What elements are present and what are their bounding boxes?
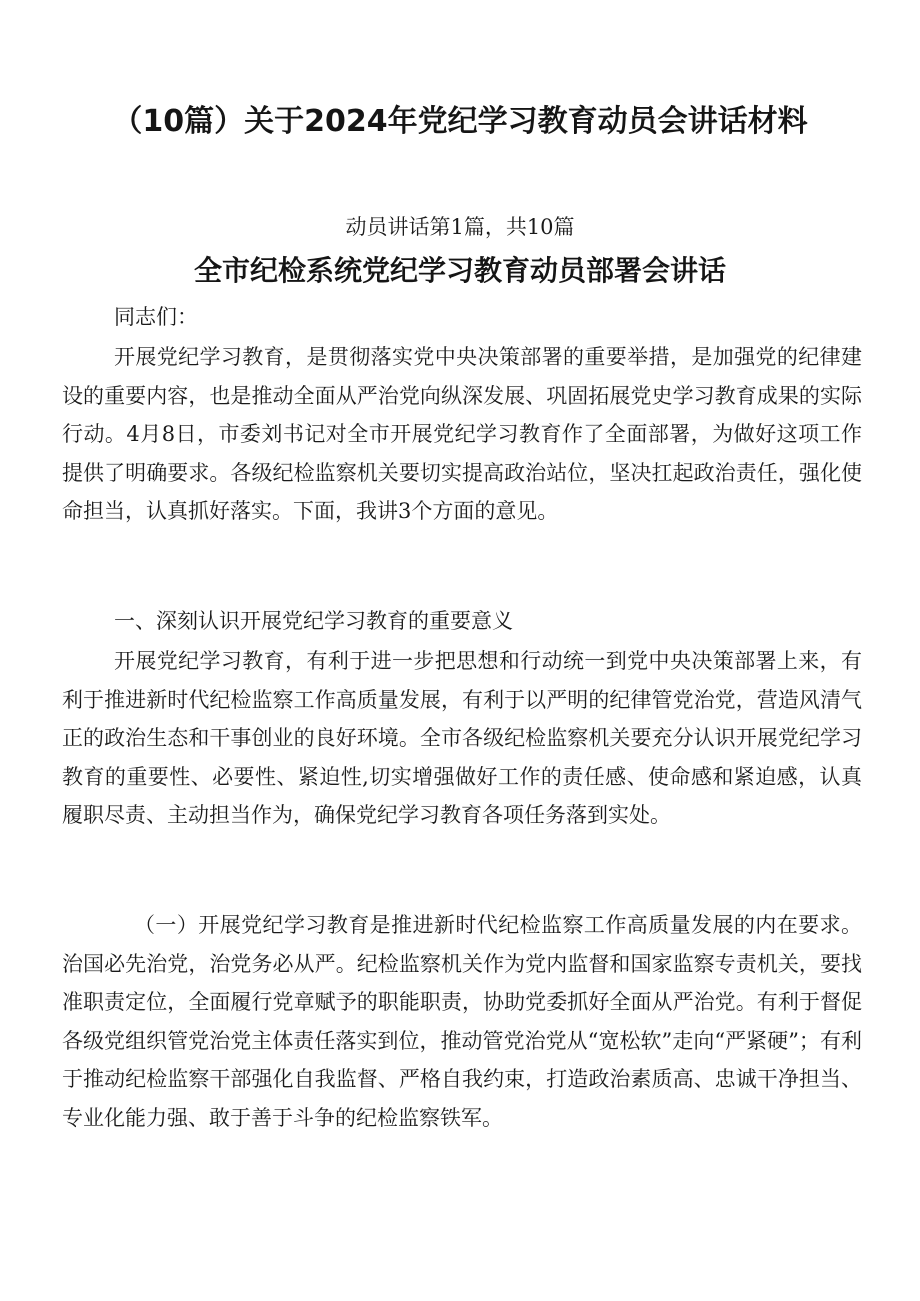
document-title: （10篇）关于2024年党纪学习教育动员会讲话材料 bbox=[112, 104, 808, 139]
speech-counter: 动员讲话第1篇，共10篇 bbox=[345, 215, 575, 239]
intro-paragraph: 开展党纪学习教育，是贯彻落实党中央决策部署的重要举措，是加强党的纪律建设的重要内容，也是推动全面从严治党向纵深发展、巩固拓展党史学习教育成果的实际行动。4月8日，市委刘书记对全市开展党纪学习教育作了全面部署，为做好这项工作提供了明确要求。各级纪检监察机关要切实提高政治站位，坚决扛起政治责任，强化使命担当，认真抓好落实。下面，我讲3个方面的意见。 bbox=[62, 345, 862, 523]
subsection-paragraph: （一）开展党纪学习教育是推进新时代纪检监察工作高质量发展的内在要求。治国必先治党，治党务必从严。纪检监察机关作为党内监督和国家监察专责机关，要找准职责定位，全面履行党章赋予的职能职责，协助党委抓好全面从严治党。有利于督促各级党组织管党治党主体责任落实到位，推动管党治党从“宽松软”走向“严紧硬”；有利于推动纪检监察干部强化自我监督、严格自我约束，打造政治素质高、忠诚干净担当、专业化能力强、敢于善于斗争的纪检监察铁军。 bbox=[62, 913, 862, 1130]
speech-title: 全市纪检系统党纪学习教育动员部署会讲话 bbox=[193, 254, 726, 287]
section-heading: 一、深刻认识开展党纪学习教育的重要意义 bbox=[114, 609, 513, 633]
section-paragraph: 开展党纪学习教育，有利于进一步把思想和行动统一到党中央决策部署上来，有利于推进新时代纪检监察工作高质量发展，有利于以严明的纪律管党治党，营造风清气正的政治生态和干事创业的良好环境。全市各级纪检监察机关要充分认识开展党纪学习教育的重要性、必要性、紧迫性,切实增强做好工作的责任感、使命感和紧迫感，认真履职尽责、主动担当作为，确保党纪学习教育各项任务落到实处。 bbox=[62, 649, 862, 827]
greeting: 同志们： bbox=[114, 305, 198, 329]
